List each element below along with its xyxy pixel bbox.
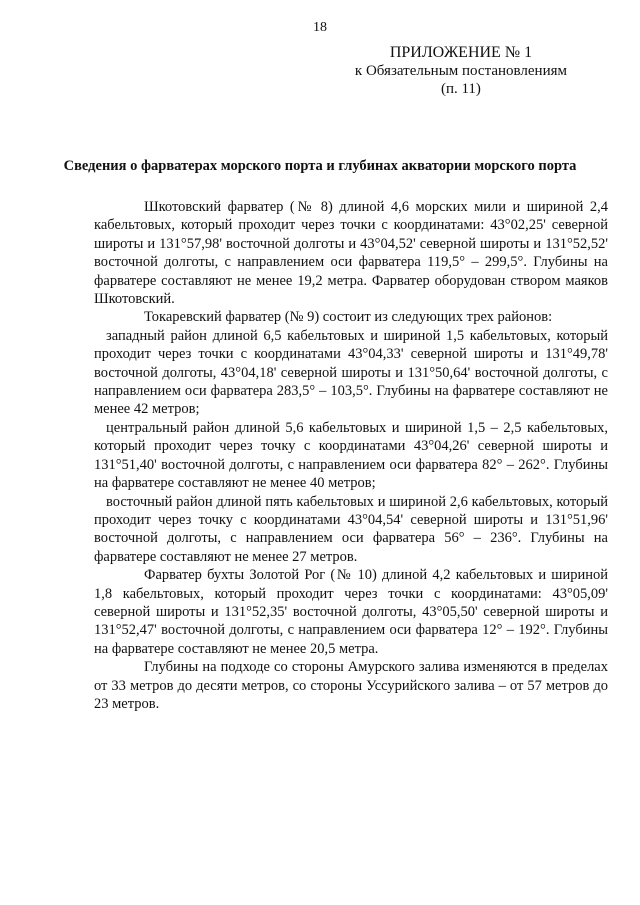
page-number: 18 bbox=[313, 20, 327, 35]
appendix-block bbox=[355, 44, 567, 98]
appendix-title: ПРИЛОЖЕНИЕ № 1 bbox=[389, 44, 533, 61]
paragraph-central-district: центральный район длиной 5,6 кабельтовых и шириной 1,5 – 2,5 кабельтовых, который проходит через точку с координатами 43°04,26' северной широты и 131°51,40' восточной долготы, с направлением оси фарватера 82° – 262°. Глубины на фарватере составляют не менее 40 метров; bbox=[94, 419, 608, 492]
document-body bbox=[94, 198, 608, 713]
paragraph-golden-horn-fairway: Фарватер бухты Золотой Рог (№ 10) длиной 4,2 кабельтовых и шириной 1,8 кабельтовых, который проходит через точки с координатами: 43°05,09' северной широты и 131°52,35' восточной долготы, 43°05,50' северной широты и 131°52,47' восточной долготы, с направлением оси фарватера 12° – 192°. Глубины на фарватере составляют не менее 20,5 метра. bbox=[94, 567, 608, 657]
paragraph-approach-depths: Глубины на подходе со стороны Амурского залива изменяются в пределах от 33 метров до десяти метров, со стороны Уссурийского залива – от 57 метров до 23 метров. bbox=[94, 659, 608, 712]
section-heading: Сведения о фарватерах морского порта и глубинах акватории морского порта bbox=[63, 158, 577, 174]
paragraph-western-district: западный район длиной 6,5 кабельтовых и шириной 1,5 кабельтовых, который проходит через точки с координатами 43°04,33' северной широты и 131°49,78' восточной долготы, 43°04,18' северной широты и 131°50,64' восточной долготы, с направлением оси фарватера 283,5° – 103,5°. Глубины на фарватере составляют не менее 42 метров; bbox=[94, 327, 608, 418]
paragraph-eastern-district: восточный район длиной пять кабельтовых и шириной 2,6 кабельтовых, который проходит через точку с координатами 43°04,54' северной широты и 131°51,96' восточной долготы, с направлением оси фарватера 56° – 236°. Глубины на фарватере составляют не менее 27 метров. bbox=[94, 493, 608, 565]
paragraph-shkotovsky-fairway: Шкотовский фарватер (№ 8) длиной 4,6 морских мили и шириной 2,4 кабельтовых, который проходит через точки с координатами: 43°02,25' северной широты и 131°57,98' восточной долготы и 43°04,52' северной широты и 131°52,52' восточной долготы, с направлением оси фарватера 119,5° – 299,5°. Глубины на фарватере составляют не менее 19,2 метра. Фарватер оборудован створом маяков Шкотовский. bbox=[94, 199, 608, 308]
appendix-reference: к Обязательным постановлениям bbox=[354, 63, 567, 79]
appendix-clause: (п. 11) bbox=[440, 81, 481, 97]
paragraph-tokarevsky-fairway: Токаревский фарватер (№ 9) состоит из следующих трех районов: bbox=[144, 309, 553, 326]
